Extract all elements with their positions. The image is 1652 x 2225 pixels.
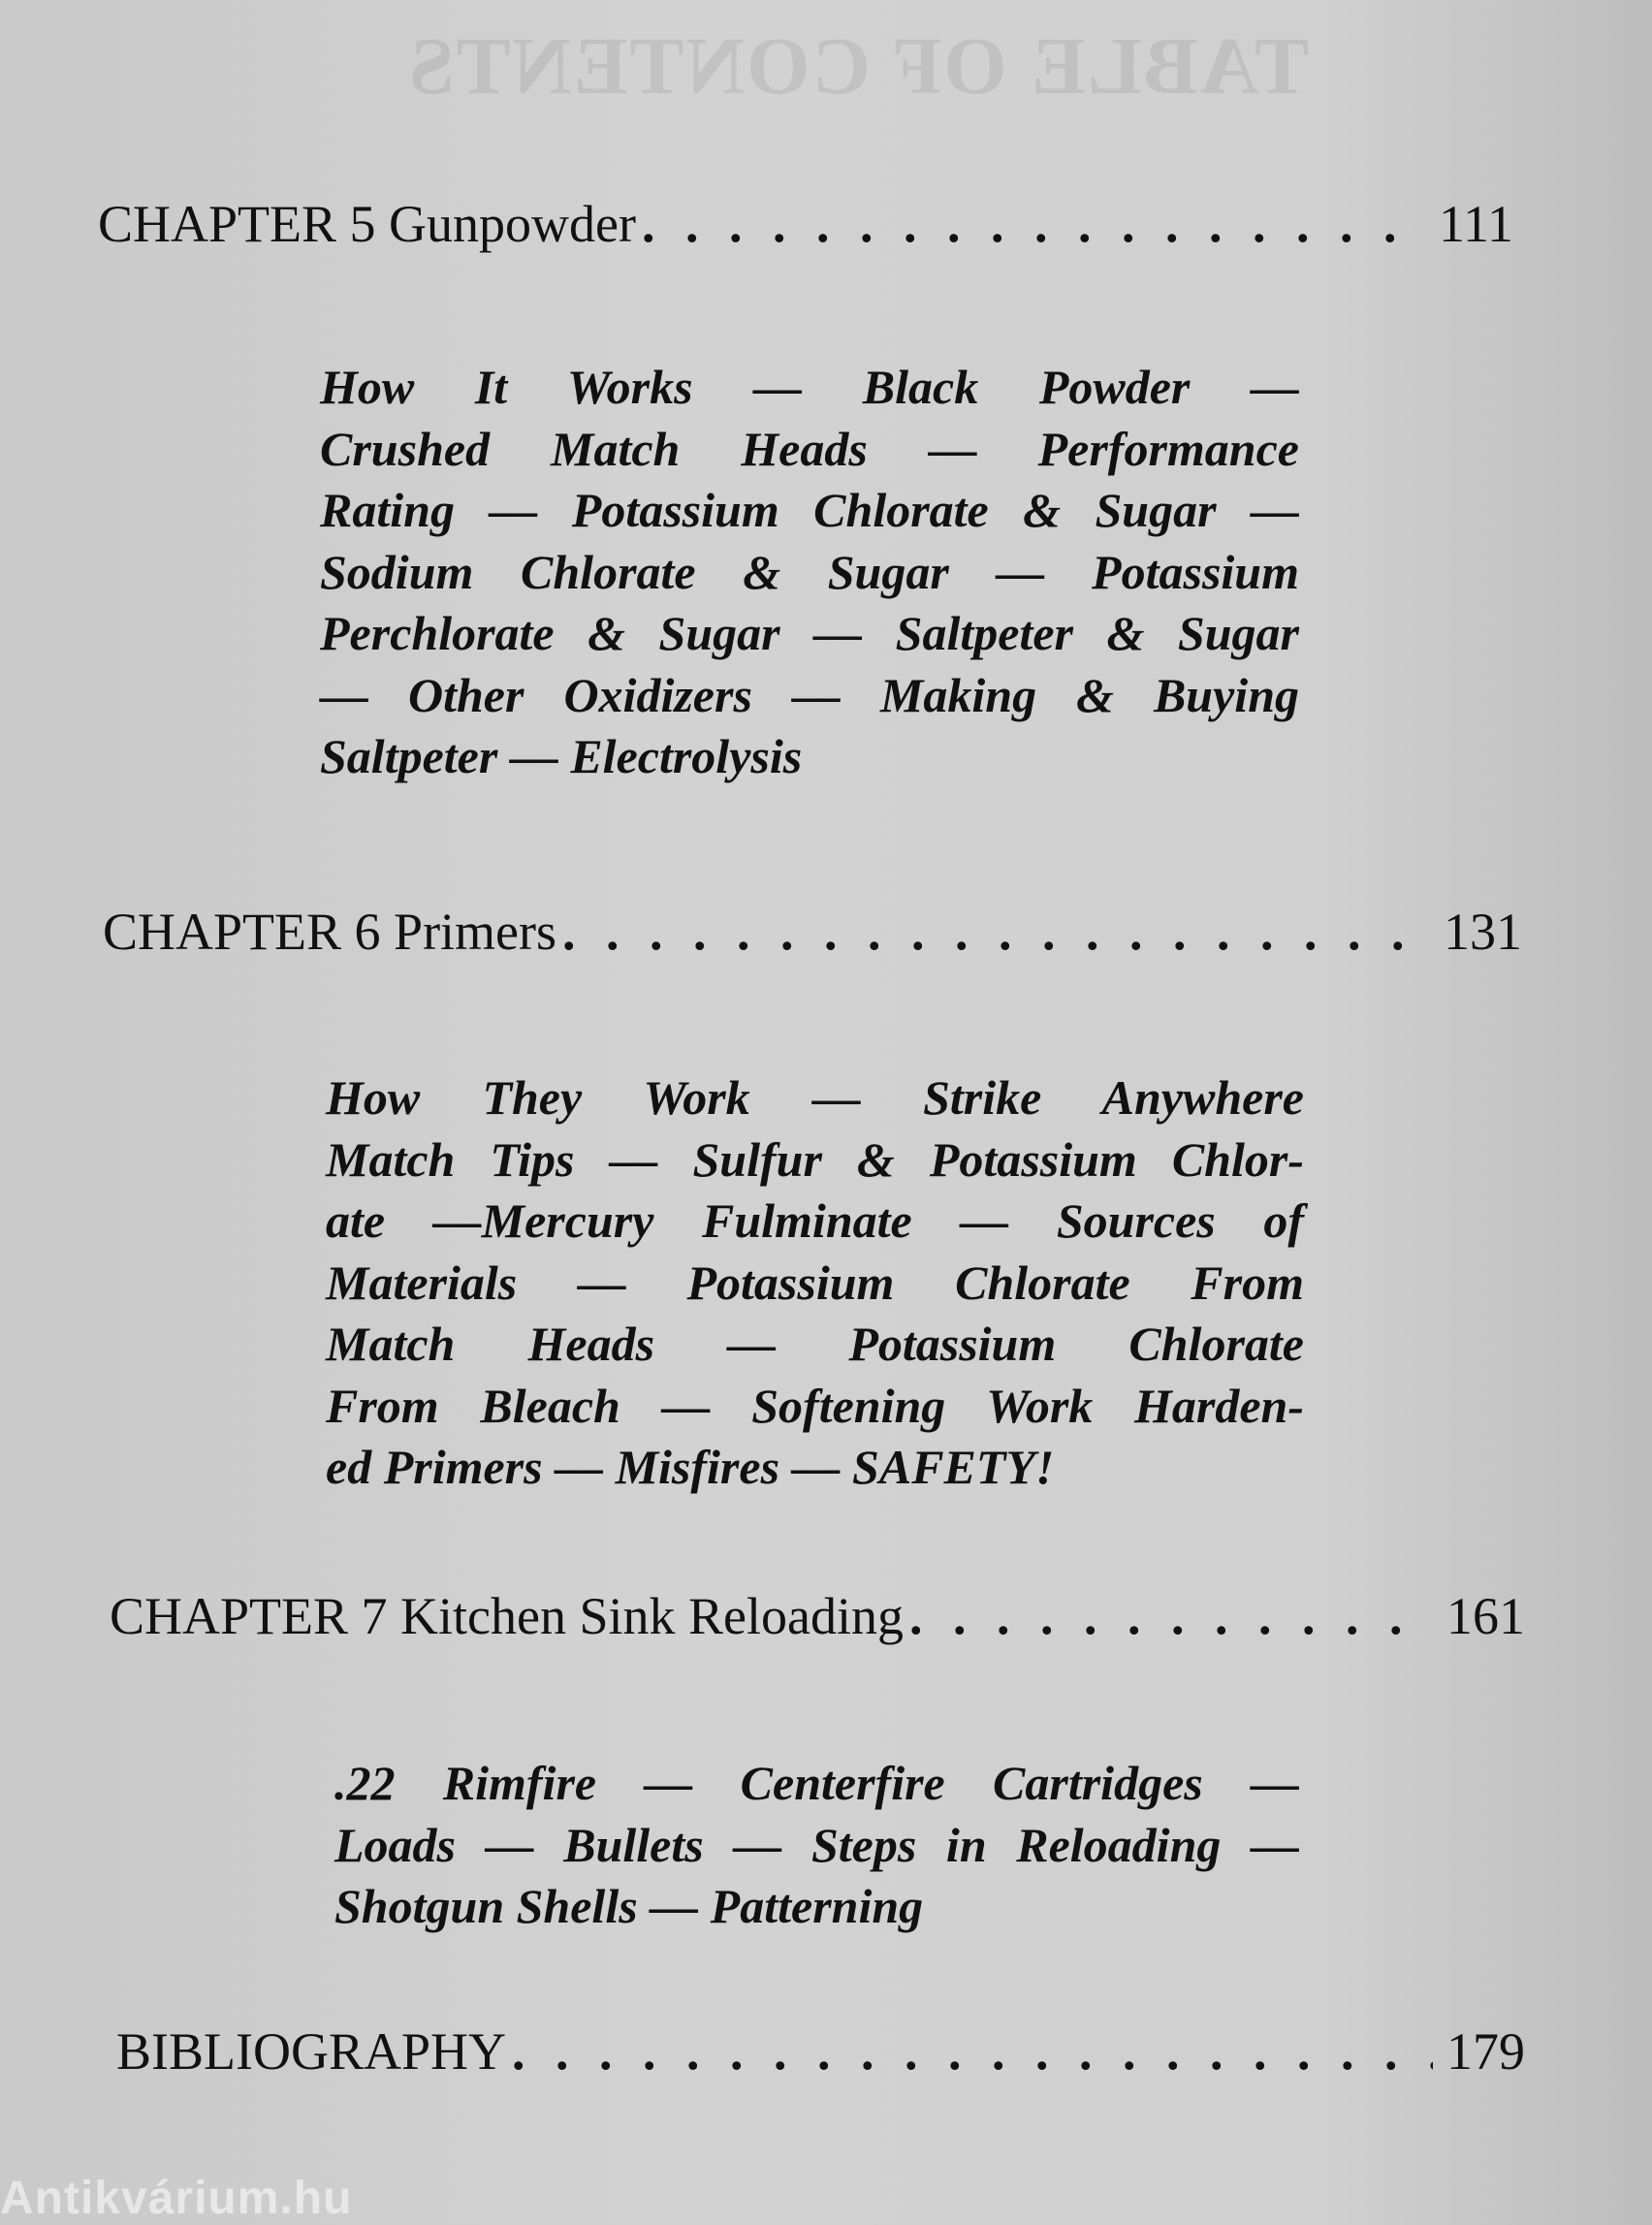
- toc-entry-bibliography[interactable]: [116, 2021, 1525, 2082]
- topic-line: Match Tips — Sulfur & Potassium Chlor-: [326, 1131, 1304, 1187]
- topic-line: How They Work — Strike Anywhere: [326, 1070, 1304, 1125]
- topic-line: Crushed Match Heads — Performance: [320, 421, 1299, 476]
- topic-line: Match Heads — Potassium Chlorate: [326, 1317, 1304, 1371]
- toc-entry-chapter-5[interactable]: [98, 194, 1513, 254]
- entry-title: CHAPTER 7 Kitchen Sink Reloading: [110, 1587, 904, 1645]
- chapter-6-topics: [326, 1067, 1304, 1499]
- topic-line: ate —Mercury Fulminate — Sources of: [326, 1193, 1304, 1248]
- entry-page-number: 111: [1439, 195, 1513, 253]
- entry-title: CHAPTER 6 Primers: [103, 903, 557, 961]
- entry-title: CHAPTER 5 Gunpowder: [98, 195, 636, 253]
- dot-leader: [562, 902, 1430, 962]
- topic-line: How It Works — Black Powder —: [320, 360, 1299, 414]
- dot-leader: [909, 1586, 1433, 1646]
- toc-entry-chapter-7[interactable]: [110, 1586, 1525, 1646]
- topic-line: Shotgun Shells — Patterning: [334, 1879, 924, 1933]
- entry-title: BIBLIOGRAPHY: [116, 2022, 507, 2081]
- chapter-7-topics: [334, 1753, 1299, 1938]
- topic-line: Rating — Potassium Chlorate & Sugar —: [320, 483, 1299, 537]
- topic-line: From Bleach — Softening Work Harden-: [326, 1378, 1304, 1433]
- topic-line: Saltpeter — Electrolysis: [320, 729, 803, 783]
- topic-line: Sodium Chlorate & Sugar — Potassium: [320, 544, 1299, 599]
- topic-line: — Other Oxidizers — Making & Buying: [320, 667, 1299, 722]
- entry-page-number: 179: [1446, 2022, 1525, 2081]
- topic-line: .22 Rimfire — Centerfire Cartridges —: [334, 1756, 1299, 1810]
- toc-entry-chapter-6[interactable]: [103, 902, 1522, 962]
- dot-leader: [512, 2021, 1433, 2082]
- entry-page-number: 161: [1446, 1587, 1525, 1645]
- watermark: Antikvárium.hu: [0, 2173, 353, 2224]
- chapter-5-topics: [320, 357, 1299, 788]
- topic-line: Loads — Bullets — Steps in Reloading —: [334, 1817, 1299, 1872]
- bleed-through-heading: TABLE OF CONTENTS: [407, 21, 1310, 111]
- topic-line: Materials — Potassium Chlorate From: [326, 1255, 1304, 1310]
- topic-line: ed Primers — Misfires — SAFETY!: [326, 1440, 1055, 1494]
- dot-leader: [642, 194, 1425, 254]
- entry-page-number: 131: [1444, 903, 1522, 961]
- topic-line: Perchlorate & Sugar — Saltpeter & Sugar: [320, 606, 1299, 660]
